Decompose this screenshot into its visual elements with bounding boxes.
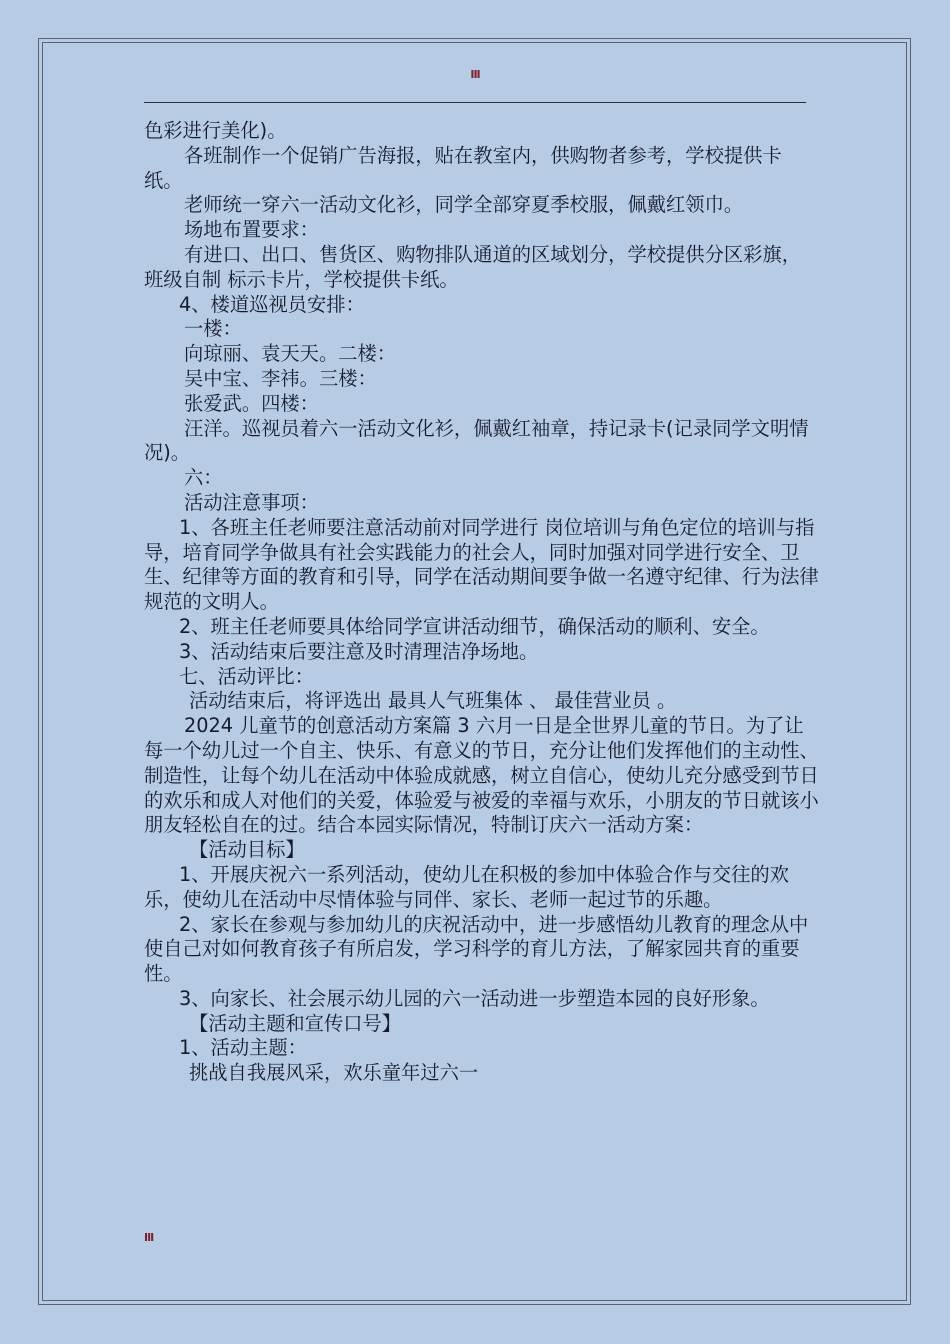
paragraph: 场地布置要求： (184, 218, 319, 242)
paragraph: 3、向家长、社会展示幼儿园的六一活动进一步塑造本园的良好形象。 (179, 986, 770, 1010)
paragraph: 2、家长在参观与参加幼儿的庆祝活动中，进一步感悟幼儿教育的理念从中使自己对如何教育孩子有所启发，学习科学的育儿方法，了解家园共育的重要性。 (144, 912, 809, 986)
paragraph: 汪洋。巡视员着六一活动文化衫，佩戴红袖章，持记录卡(记录同学文明情况)。 (144, 416, 809, 465)
section-heading: 【活动目标】 (189, 838, 305, 862)
paragraph: 七、活动评比： (179, 664, 314, 688)
footer-mark: III (144, 1231, 154, 1244)
paragraph: 一楼： (184, 317, 242, 341)
paragraph: 吴中宝、李祎。三楼： (184, 366, 377, 390)
paragraph: 各班制作一个促销广告海报，贴在教室内，供购物者参考，学校提供卡纸。 (144, 143, 782, 192)
document-body (144, 119, 820, 1086)
paragraph: 1、活动主题： (179, 1036, 307, 1060)
paragraph: 向琼丽、袁天天。二楼： (184, 342, 397, 366)
paragraph: 1、开展庆祝六一系列活动，使幼儿在积极的参加中体验合作与交往的欢乐，使幼儿在活动中尽情体验与同伴、家长、老师一起过节的乐趣。 (144, 862, 789, 911)
paragraph: 挑战自我展风采，欢乐童年过六一 (189, 1061, 479, 1085)
paragraph: 色彩进行美化)。 (144, 119, 287, 142)
paragraph: 1、各班主任老师要注意活动前对同学进行 岗位培训与角色定位的培训与指导，培育同学争做具有社会实践能力的社会人，同时加强对同学进行安全、卫生、纪律等方面的教育和引导，同学在活动期间要争做一名遵守纪律、行为法律规范的文明人。 (144, 515, 819, 614)
header-mark: III (470, 68, 480, 81)
paragraph: 六： (184, 466, 223, 490)
paragraph: 4、楼道巡视员安排： (179, 292, 365, 316)
paragraph: 活动注意事项： (184, 490, 319, 514)
section-heading: 【活动主题和宣传口号】 (189, 1011, 402, 1035)
header-rule (144, 102, 806, 103)
paragraph: 有进口、出口、售货区、购物排队通道的区域划分，学校提供分区彩旗，班级自制 标示卡片，学校提供卡纸。 (144, 242, 801, 291)
paragraph: 老师统一穿六一活动文化衫，同学全部穿夏季校服，佩戴红领巾。 (184, 193, 744, 217)
paragraph: 张爱武。四楼： (184, 391, 319, 415)
paragraph: 3、活动结束后要注意及时清理洁净场地。 (179, 639, 539, 663)
paragraph: 2024 儿童节的创意活动方案篇 3 六月一日是全世界儿童的节日。为了让每一个幼儿过一个自主、快乐、有意义的节日，充分让他们发挥他们的主动性、制造性，让每个幼儿在活动中体验成就感，树立自信心，使幼儿充分感受到节日的欢乐和成人对他们的关爱，体验爱与被爱的幸福与欢乐，小朋友的节日就该小朋友轻松自在的过。结合本园实际情况，特制订庆六一活动方案： (144, 714, 819, 837)
paragraph: 活动结束后，将评选出 最具人气班集体 、 最佳营业员 。 (189, 689, 677, 713)
paragraph: 2、班主任老师要具体给同学宣讲活动细节，确保活动的顺利、安全。 (179, 614, 770, 638)
